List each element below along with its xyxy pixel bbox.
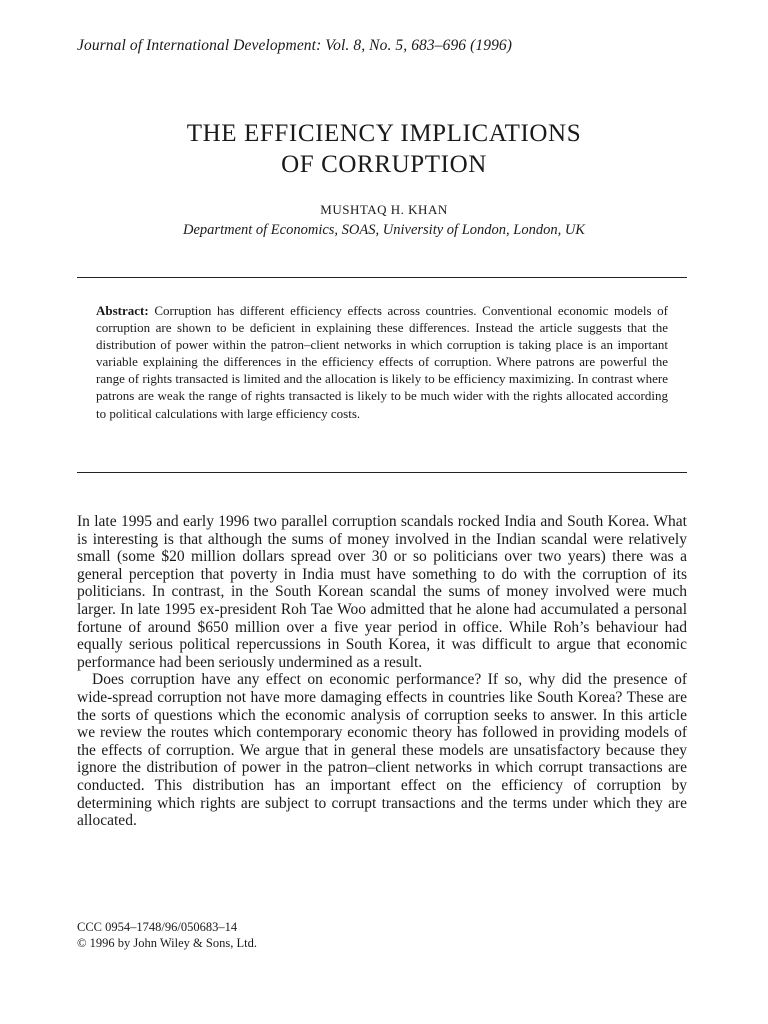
- abstract-text: Corruption has different efficiency effects across countries. Conventional economic models of corruption are shown to be deficient in explaining these differences. Instead the article suggests that the distribution of power within the patron–client networks in which corruption is taking place is an important variable explaining the differences in the efficiency effects of corruption. Where patrons are powerful the range of rights transacted is limited and the allocation is likely to be efficiency maximizing. In contrast where patrons are weak the range of rights transacted is likely to be much wider with the rights allocated according to political calculations with large efficiency costs.: [96, 303, 669, 421]
- copyright-notice: © 1996 by John Wiley & Sons, Ltd.: [77, 936, 257, 950]
- page-footer: [77, 919, 257, 951]
- ccc-code: CCC 0954–1748/96/050683–14: [77, 920, 238, 934]
- abstract-top-divider: [77, 277, 687, 278]
- body-paragraph-1: In late 1995 and early 1996 two parallel corruption scandals rocked India and South Korea. What is interesting is that although the sums of money involved in the Indian scandal were relatively small (some $20 million dollars spread over 30 or so politicians over two years) there was a general perception that poverty in India must have something to do with the corruption of its politicians. In contrast, in the South Korean scandal the sums of money involved were much larger. In late 1995 ex-president Roh Tae Woo admitted that he alone had accumulated a personal fortune of around $650 million over a five year period in office. While Roh’s behaviour had equally serious political repercussions in South Korea, it was difficult to argue that economic performance had been seriously undermined as a result.: [77, 513, 687, 671]
- author-name: MUSHTAQ H. KHAN: [320, 202, 448, 217]
- body-text: [77, 513, 687, 830]
- article-title: [0, 118, 768, 180]
- author-affiliation: Department of Economics, SOAS, University of London, London, UK: [183, 222, 585, 238]
- abstract-block: [96, 302, 668, 422]
- journal-citation: Journal of International Development: Vol. 8, No. 5, 683–696 (1996): [77, 37, 513, 54]
- title-line-2: OF CORRUPTION: [281, 151, 487, 178]
- title-line-1: THE EFFICIENCY IMPLICATIONS: [186, 120, 582, 147]
- abstract-label: Abstract:: [96, 303, 149, 318]
- abstract-bottom-divider: [77, 472, 687, 473]
- body-paragraph-2: Does corruption have any effect on economic performance? If so, why did the presence of wide-spread corruption not have more damaging effects in countries like South Korea? These are the sorts of questions which the economic analysis of corruption seeks to answer. In this article we review the routes which contemporary economic theory has followed in providing models of the effects of corruption. We argue that in general these models are unsatisfactory because they ignore the distribution of power in the patron–client networks in which corrupt transactions are conducted. This distribution has an important effect on the efficiency of corruption by determining which rights are subject to corrupt transactions and the terms under which they are allocated.: [77, 671, 687, 830]
